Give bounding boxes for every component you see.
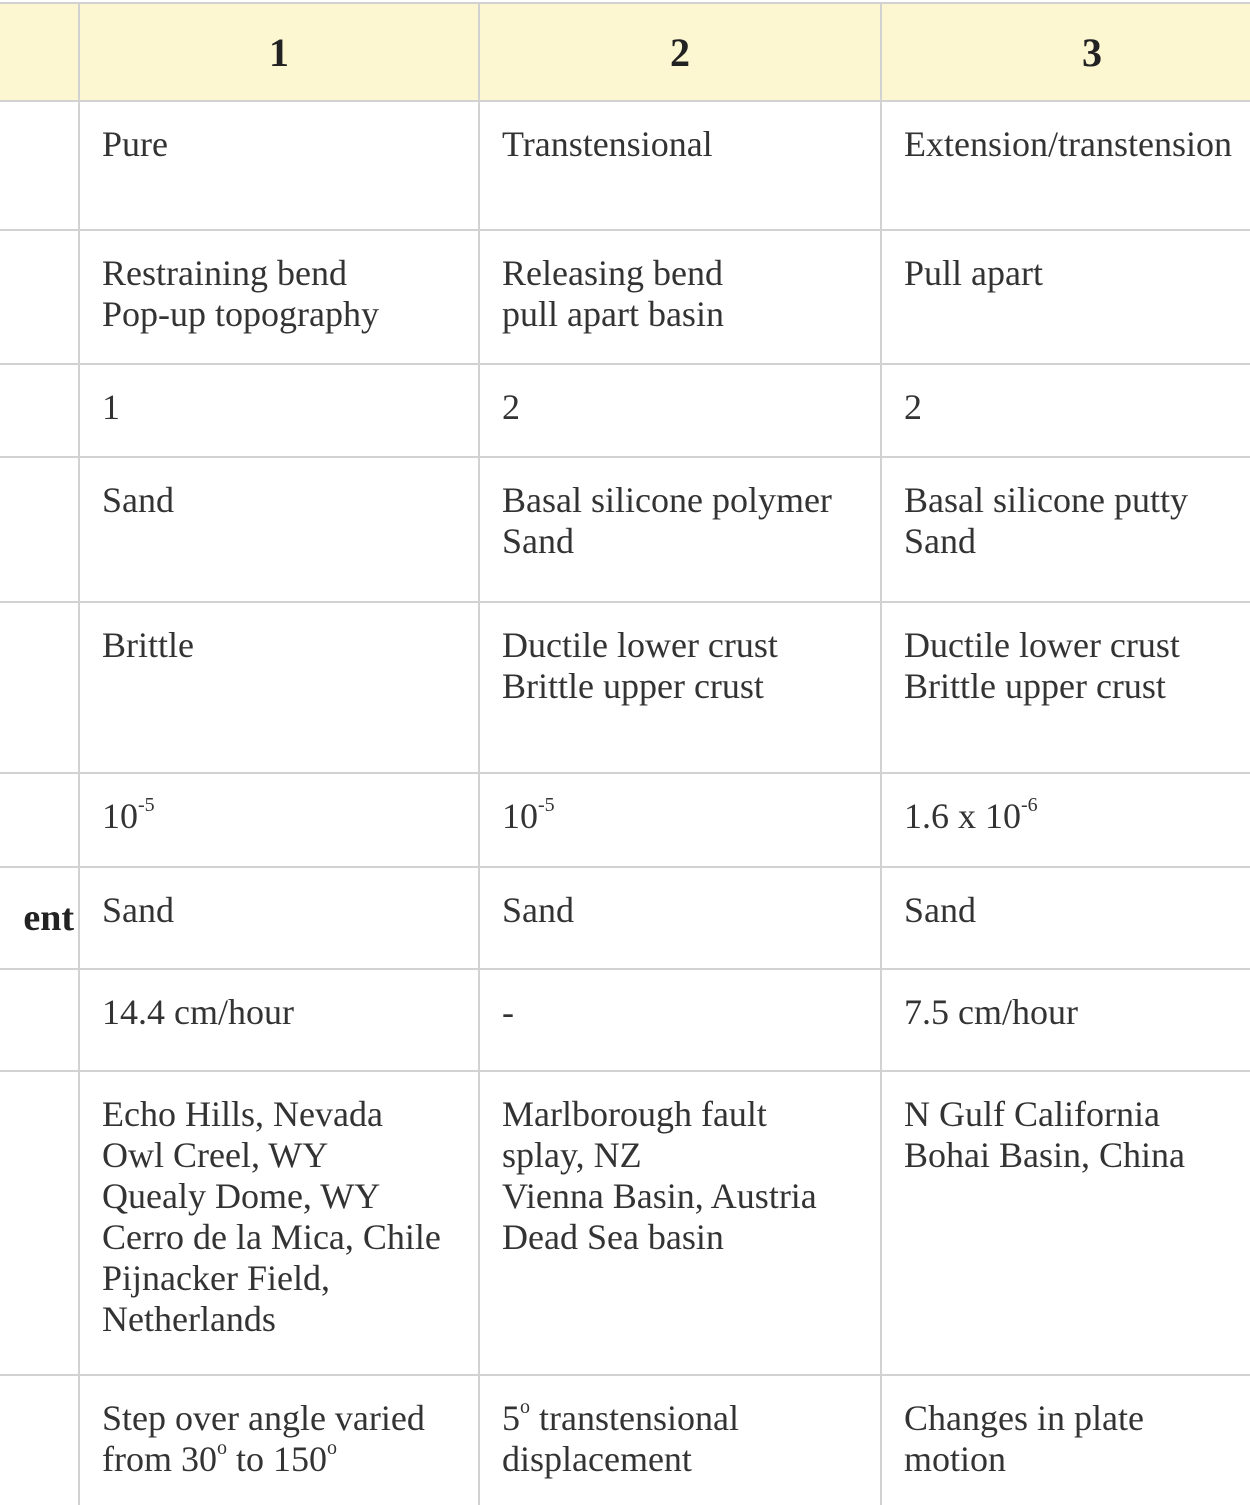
table-row xyxy=(0,602,1250,773)
table-cell: Basal silicone polymer Sand xyxy=(479,457,881,602)
row-label xyxy=(0,1375,79,1505)
header-model-2: 2 xyxy=(479,3,881,101)
table-cell: Transtensional xyxy=(479,101,881,230)
table-row xyxy=(0,1071,1250,1375)
table-cell: Step over angle varied from 30$^o$ to 150$^o$ xyxy=(79,1375,479,1505)
table-cell: Basal silicone putty Sand xyxy=(881,457,1250,602)
row-label xyxy=(0,101,79,230)
table-cell: 1 xyxy=(79,364,479,457)
table-cell: 2 xyxy=(479,364,881,457)
table-cell: 14.4 cm/hour xyxy=(79,969,479,1071)
table-cell: $10^{-5}$ xyxy=(79,773,479,867)
table-row xyxy=(0,867,1250,969)
table-cell: 7.5 cm/hour xyxy=(881,969,1250,1071)
table-row xyxy=(0,364,1250,457)
table-row xyxy=(0,101,1250,230)
table-cell: Releasing bend pull apart basin xyxy=(479,230,881,364)
comparison-table xyxy=(0,2,1250,1505)
table-cell: Sand xyxy=(881,867,1250,969)
table-cell: Sand xyxy=(79,457,479,602)
table-cell: Pull apart xyxy=(881,230,1250,364)
row-label xyxy=(0,457,79,602)
row-label xyxy=(0,364,79,457)
table-cell: $10^{-5}$ xyxy=(479,773,881,867)
row-label xyxy=(0,1071,79,1375)
table-cell: 5$^o$ transtensional displacement xyxy=(479,1375,881,1505)
table-cell: Extension/transtension xyxy=(881,101,1250,230)
header-model-1: 1 xyxy=(79,3,479,101)
table-cell: Brittle xyxy=(79,602,479,773)
table-row xyxy=(0,773,1250,867)
table-row xyxy=(0,969,1250,1071)
row-label xyxy=(0,969,79,1071)
table-row xyxy=(0,457,1250,602)
table-row xyxy=(0,230,1250,364)
row-label xyxy=(0,602,79,773)
row-label xyxy=(0,230,79,364)
table-cell: Sand xyxy=(479,867,881,969)
table-cell: 2 xyxy=(881,364,1250,457)
table-row xyxy=(0,1375,1250,1505)
table-cell: Pure xyxy=(79,101,479,230)
table-cell: Sand xyxy=(79,867,479,969)
table-cell: Echo Hills, Nevada Owl Creel, WY Quealy Dome, WY Cerro de la Mica, Chile Pijnacker Field, Netherlands xyxy=(79,1071,479,1375)
table-cell: Ductile lower crust Brittle upper crust xyxy=(479,602,881,773)
row-label xyxy=(0,773,79,867)
header-row xyxy=(0,3,1250,101)
table-cell: Restraining bend Pop-up topography xyxy=(79,230,479,364)
row-label: ent xyxy=(0,867,79,969)
table-cell: N Gulf California Bohai Basin, China xyxy=(881,1071,1250,1375)
table-cell: Marlborough fault splay, NZ Vienna Basin, Austria Dead Sea basin xyxy=(479,1071,881,1375)
table-cell: 1.6 x $10^{-6}$ xyxy=(881,773,1250,867)
table-cell: - xyxy=(479,969,881,1071)
header-label-cell xyxy=(0,3,79,101)
header-model-3: 3 xyxy=(881,3,1250,101)
table-cell: Changes in plate motion xyxy=(881,1375,1250,1505)
table-cell: Ductile lower crust Brittle upper crust xyxy=(881,602,1250,773)
